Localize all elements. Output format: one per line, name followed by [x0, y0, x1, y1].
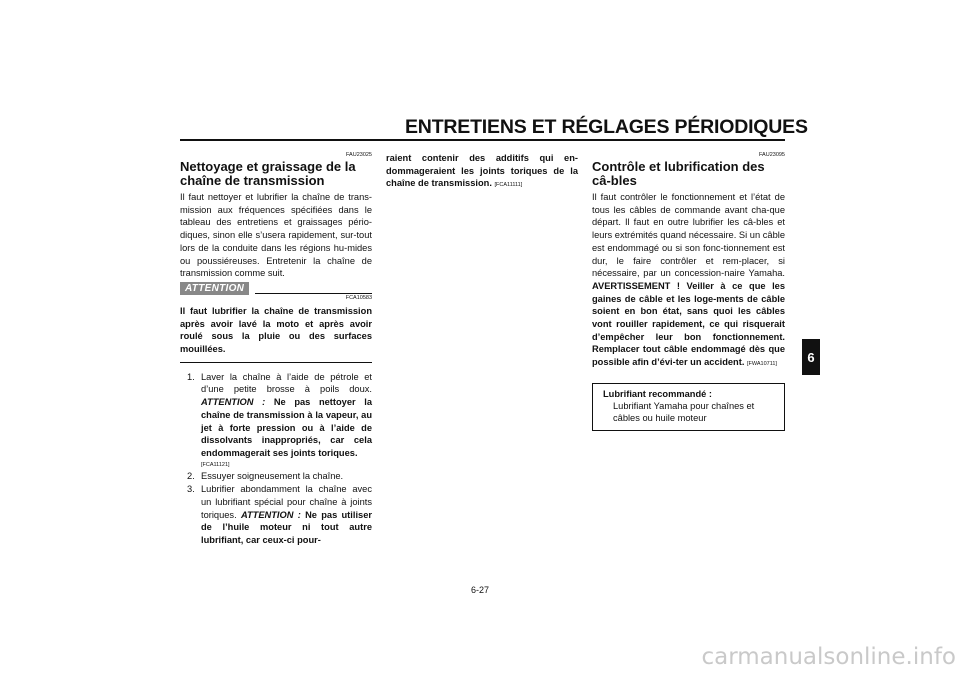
continuation-text: raient contenir des additifs qui en-dommageraient les joints toriques de la chaîne de transmission. [FCA11111]: [386, 153, 578, 189]
lubricant-box: [592, 383, 785, 431]
page-number: 6-27: [470, 585, 489, 595]
column-middle: [386, 152, 578, 192]
step-code: [FCA11121]: [201, 461, 230, 468]
warning-code: [FWA10711]: [747, 361, 777, 368]
attention-code: FCA10583: [345, 294, 372, 301]
attention-bottom-rule: [180, 362, 372, 363]
list-item: 2. Essuyer soigneusement la chaîne.: [187, 470, 344, 481]
section-code: FAU23025: [346, 152, 372, 158]
cables-text: Il faut contrôler le fonctionnement et l’état de tous les câbles de commande avant cha-que départ. Il faut en outre lubrifier les câ-bles et leurs extrémités quand nécessaire. Si un câble est endommagé ou si son fonc-tionnement est dur, le faire contrôler et rem-placer, si nécessaire, par un concession-naire Yamaha. AVERTISSEMENT ! Veiller à ce que les gaines de câble et les loge-ments de câble soient en bon état, sans quoi les câbles vont rouiller rapidement, ce qui risquerait d’empêcher leur bon fonctionnement. Remplacer tout câble endommagé dès que possible afin d’évi-ter un accident. [FWA10711]: [592, 192, 785, 368]
section-title-cables: Contrôle et lubrification des câ-bles: [592, 159, 765, 188]
list-item: 3. Lubrifier abondamment la chaîne avec un lubrifiant spécial pour chaîne à joints toriques. ATTENTION : Ne pas utiliser de l’huile moteur ni tout autre lubrifiant, car ceux-ci pour-: [187, 484, 372, 546]
lubricant-value: Lubrifiant Yamaha pour chaînes et câbles ou huile moteur: [613, 400, 755, 423]
continuation-code: [FCA11111]: [494, 182, 523, 189]
section-title-chain: Nettoyage et graissage de la chaîne de transmission: [180, 159, 356, 188]
section-code: FAU23095: [759, 152, 785, 158]
column-left: [180, 152, 372, 548]
attention-rule: [255, 293, 372, 294]
attention-text: Il faut lubrifier la chaîne de transmission après avoir lavé la moto et après avoir roulé sous la pluie ou des surfaces mouillées.: [180, 305, 372, 355]
cables-warning: AVERTISSEMENT ! Veiller à ce que les gaines de câble et les loge-ments de câble soient en bon état, sans quoi les câbles vont rouiller rapidement, ce qui risquerait d’empêcher leur bon fonctionnement. Remplacer tout câble endommagé dès que possible afin d’évi-ter un accident.: [592, 280, 785, 368]
list-item: 1. Laver la chaîne à l’aide de pétrole et d’une petite brosse à poils doux. ATTENTION : Ne pas nettoyer la chaîne de transmission à la vapeur, au jet à forte pression ou à l’aide de dissolvants inappropriés, car cela endommagerait ses joints toriques. [FCA11121]: [187, 371, 372, 468]
attention-header: [180, 282, 372, 295]
column-right: [592, 152, 785, 431]
lubricant-title: Lubrifiant recommandé :: [603, 388, 712, 399]
attention-label: ATTENTION: [180, 282, 249, 295]
title-rule: [180, 139, 785, 141]
chain-intro-text: Il faut nettoyer et lubrifier la chaîne de trans-mission aux fréquences spécifiées dans le tableau des entretiens et graissages pério-diques, sinon elle s’usera rapidement, sur-tout lors de la conduite dans les régions hu-mides ou poussiéreuses. Entretenir la chaîne de transmission comme suit.: [180, 192, 372, 279]
chapter-tab: 6: [802, 339, 820, 375]
watermark: carmanualsonline.info: [701, 644, 956, 670]
steps-list: [180, 371, 372, 547]
page-title: ENTRETIENS ET RÉGLAGES PÉRIODIQUES: [405, 116, 808, 138]
